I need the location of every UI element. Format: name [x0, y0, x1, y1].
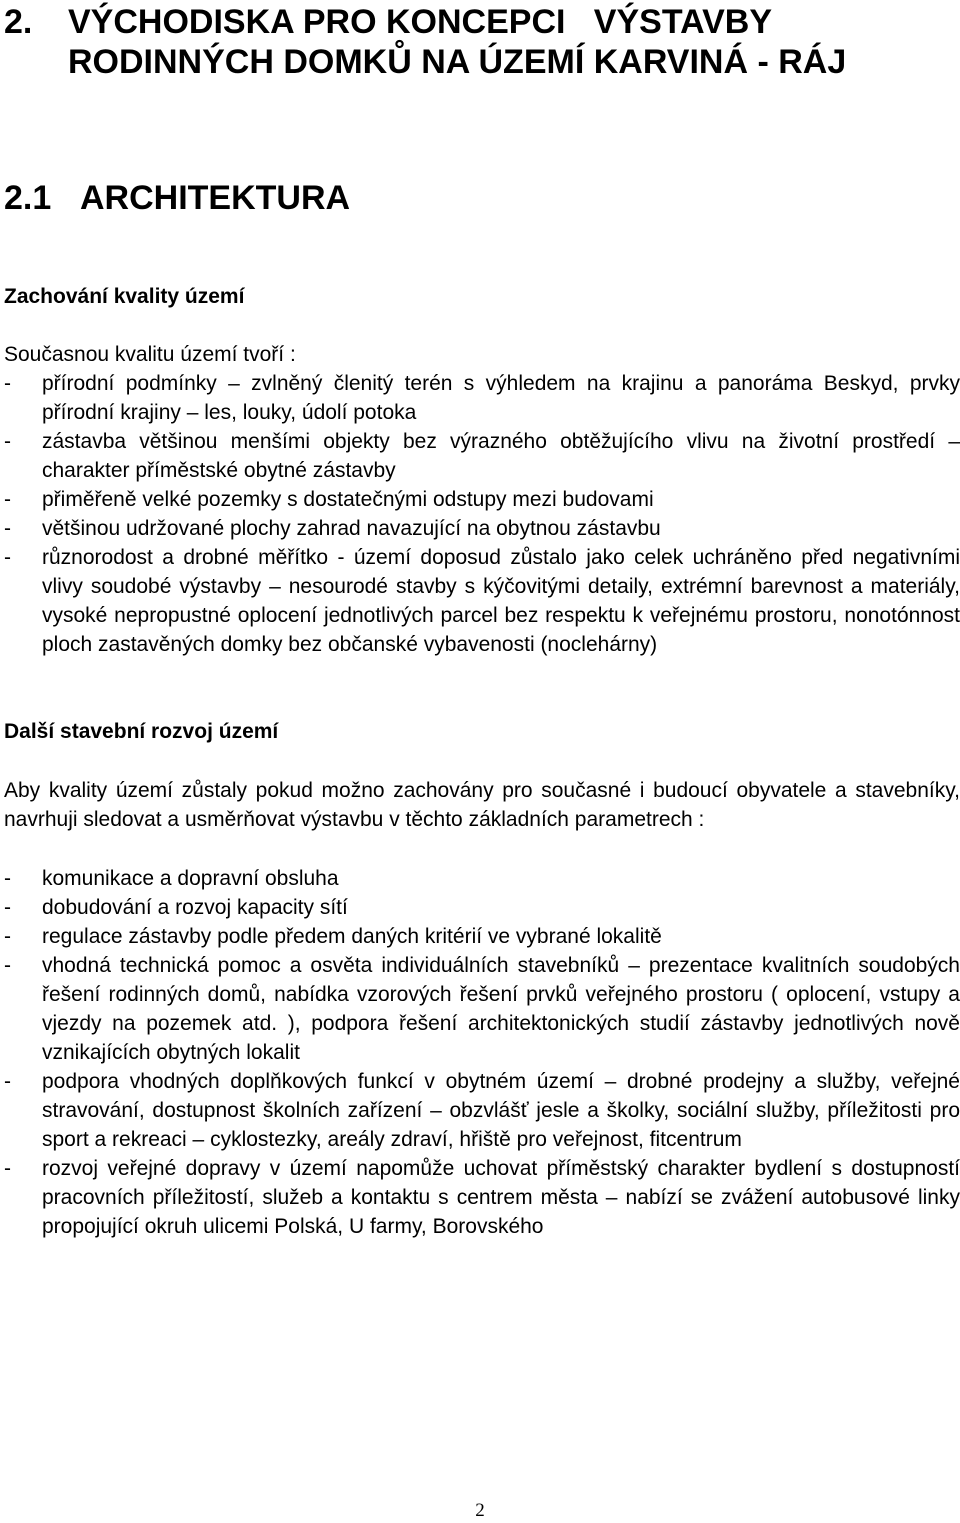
list-dash: -: [4, 372, 11, 395]
list-dash: -: [4, 546, 11, 569]
page-number: 2: [475, 1500, 485, 1521]
list-item-text: podpora vhodných doplňkových funkcí v obytném území – drobné prodejny a služby, veřejné stravování, dostupnost školních zařízení – obzvlášť jesle a školky, sociální služby, příležitosti pro sport a rekreaci – cyklostezky, areály zdraví, hřiště pro veřejnost, fitcentrum: [42, 1070, 960, 1151]
list-item: [4, 893, 960, 922]
chapter-title-line1: VÝCHODISKA PRO KONCEPCI VÝSTAVBY: [68, 3, 773, 41]
list-item-text: dobudování a rozvoj kapacity sítí: [42, 896, 348, 919]
list-dash: -: [4, 954, 11, 977]
list-item-text: přiměřeně velké pozemky s dostatečnými odstupy mezi budovami: [42, 488, 654, 511]
section-title-text: ARCHITEKTURA: [80, 179, 351, 217]
chapter-title-line2: RODINNÝCH DOMKŮ NA ÚZEMÍ KARVINÁ - RÁJ: [68, 43, 847, 81]
development-list: [4, 864, 960, 1241]
section-number: 2.1: [4, 179, 52, 217]
list-item: [4, 485, 960, 514]
chapter-title: [4, 2, 944, 82]
list-dash: -: [4, 1070, 11, 1093]
development-heading: Další stavební rozvoj území: [4, 720, 279, 743]
list-item: [4, 864, 960, 893]
list-dash: -: [4, 925, 11, 948]
list-item: [4, 514, 960, 543]
list-item-text: přírodní podmínky – zvlněný členitý terén s výhledem na krajinu a panoráma Beskyd, prvky přírodní krajiny – les, louky, údolí potoka: [42, 372, 960, 424]
list-item: [4, 427, 960, 485]
list-item-text: komunikace a dopravní obsluha: [42, 867, 339, 890]
development-intro: Aby kvality území zůstaly pokud možno zachovány pro současné i budoucí obyvatele a stavebníky, navrhuji sledovat a usměrňovat výstavbu v těchto základních parametrech :: [4, 779, 960, 831]
list-dash: -: [4, 488, 11, 511]
list-item: [4, 1154, 960, 1241]
quality-heading: Zachování kvality území: [4, 285, 245, 308]
list-item: [4, 922, 960, 951]
quality-intro: Současnou kvalitu území tvoří :: [4, 343, 296, 366]
list-item-text: vhodná technická pomoc a osvěta individuálních stavebníků – prezentace kvalitních soudobých řešení rodinných domů, nabídka vzorových řešení prvků veřejného prostoru ( oplocení, vstupy a vjezdy na pozemek atd. ), podpora řešení architektonických studií zástavby jednotlivých nově vznikajících obytných lokalit: [42, 954, 960, 1064]
list-item-text: zástavba většinou menšími objekty bez výrazného obtěžujícího vlivu na životní prostředí – charakter příměstské obytné zástavby: [42, 430, 960, 482]
list-item-text: různorodost a drobné měřítko - území doposud zůstalo jako celek uchráněno před negativními vlivy soudobé výstavby – nesourodé stavby s kýčovitými detaily, extrémní barevnost a materiály, vysoké nepropustné oplocení jednotlivých parcel bez respektu k veřejnému prostoru, nonotónnost ploch zastavěných domky bez občanské vybavenosti (noclehárny): [42, 546, 960, 656]
quality-list: [4, 369, 960, 659]
list-item: [4, 369, 960, 427]
list-item: [4, 1067, 960, 1154]
list-item-text: rozvoj veřejné dopravy v území napomůže uchovat příměstský charakter bydlení s dostupností pracovních příležitostí, služeb a kontaktu s centrem města – nabízí se zvážení autobusové linky propojující okruh ulicemi Polská, U farmy, Borovského: [42, 1157, 960, 1238]
section-title: [4, 176, 350, 220]
list-item-text: regulace zástavby podle předem daných kritérií ve vybrané lokalitě: [42, 925, 662, 948]
list-dash: -: [4, 430, 11, 453]
list-item-text: většinou udržované plochy zahrad navazující na obytnou zástavbu: [42, 517, 661, 540]
chapter-number: 2.: [4, 3, 33, 41]
list-dash: -: [4, 517, 11, 540]
list-dash: -: [4, 1157, 11, 1180]
list-dash: -: [4, 867, 11, 890]
list-item: [4, 543, 960, 659]
list-dash: -: [4, 896, 11, 919]
list-item: [4, 951, 960, 1067]
